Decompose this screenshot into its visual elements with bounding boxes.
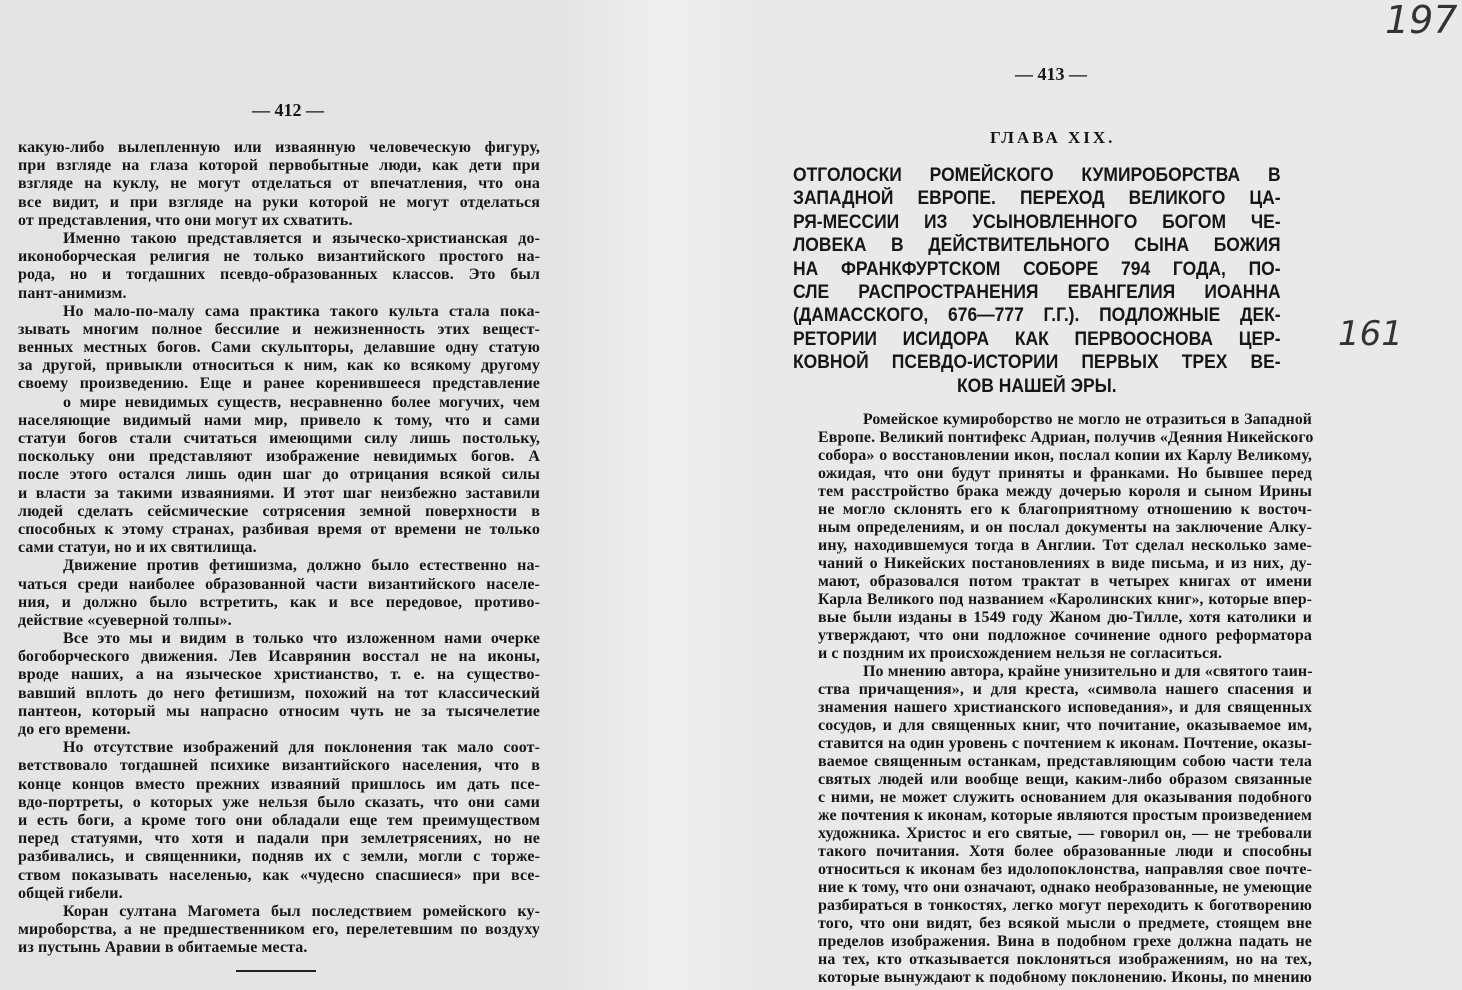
text-line: Именно такою представляется и языческо-христианская до- bbox=[63, 229, 540, 247]
text-line: на тех, кто отказывается поклоняться изображениям, но на тех, bbox=[818, 951, 1312, 968]
text-line: вроде наших, а на языческое христианство, т. е. на существо- bbox=[18, 666, 540, 684]
text-line: ние к тому, что они означают, однако необразованные, не умеющие bbox=[818, 879, 1312, 896]
chapter-title bbox=[793, 164, 1281, 398]
text-line: По мнению автора, крайне унизительно и для «святого таин- bbox=[863, 663, 1313, 680]
text-line: ства причащения», и для креста, «символа нашего спасения и bbox=[818, 681, 1312, 698]
text-line: способных к этому странах, разбивая время от времени не только bbox=[18, 520, 540, 538]
text-line: о мире невидимых существ, несравненно более могучих, чем bbox=[63, 393, 540, 411]
text-line: разбивались, и священники, подняв их с земли, могли с торже- bbox=[18, 848, 540, 866]
chapter-title-line: ОТГОЛОСКИ РОМЕЙСКОГО КУМИРОБОРСТВА В bbox=[793, 165, 1281, 186]
text-line: иконоборческая религия не только византийского простого на- bbox=[18, 248, 540, 266]
text-line: богоборческого движения. Лев Исаврянин восстал не на иконы, bbox=[18, 648, 540, 666]
text-line: ставится на один уровень с почтением к иконам. Почтение, оказы- bbox=[818, 735, 1312, 752]
text-line: конце концов вместо прежних изваяний пришлось им дать псе- bbox=[18, 775, 540, 793]
chapter-title-line: ЗАПАДНОЙ ЕВРОПЕ. ПЕРЕХОД ВЕЛИКОГО ЦА- bbox=[793, 188, 1281, 210]
text-line: того, что они видят, без всякой мысли о предмете, стоящем вне bbox=[818, 915, 1312, 932]
text-line: Коран султана Магомета был последствием ромейского ку- bbox=[63, 902, 540, 920]
text-line: ваемое священным останкам, представляющим собою части тела bbox=[818, 753, 1312, 770]
chapter-title-line: ЛОВЕКА В ДЕЙСТВИТЕЛЬНОГО СЫНА БОЖИЯ bbox=[793, 235, 1281, 257]
text-line: какую-либо вылепленную или изваянную человеческую фигуру, bbox=[18, 139, 540, 156]
text-line: сами статуи, но и их святилища. bbox=[18, 539, 257, 557]
text-line: относиться к иконам без идолопоклонства, направляя свое почте- bbox=[818, 861, 1312, 878]
text-line: ством показывать населенью, как «чудесно спасшиеся» при все- bbox=[18, 866, 540, 884]
text-line: венных местных богов. Сами скульпторы, делавшие одну статую bbox=[18, 339, 540, 357]
handwritten-margin-note: 161 bbox=[1338, 314, 1403, 354]
text-line: при взгляде на глаза которой первобытные люди, как дети при bbox=[18, 157, 540, 175]
chapter-title-line: СЛЕ РАСПРОСТРАНЕНИЯ ЕВАНГЕЛИЯ ИОАННА bbox=[793, 281, 1281, 303]
text-line: Но отсутствие изображений для поклонения так мало соот- bbox=[63, 739, 540, 757]
text-line: тем расстройство брака между дочерью короля и сыном Ирины bbox=[818, 483, 1312, 500]
text-line: Все это мы и видим в только что изложенном нами очерке bbox=[63, 630, 540, 648]
text-line: из пустынь Аравии в обитаемые места. bbox=[18, 939, 308, 957]
text-line: собора» о восстановлении икон, послал копии их Карлу Великому, bbox=[818, 447, 1312, 464]
text-line: которые вынуждают к подобному поклонению. Иконы, по мнению bbox=[818, 969, 1312, 986]
text-line: ния, и должно было встретить, как и все передовое, противо- bbox=[18, 593, 540, 611]
text-line: такого почитания. Хотя более образованные люди и способны bbox=[818, 843, 1312, 860]
text-line: вдо-портреты, о которых уже нельзя было сказать, что они сами bbox=[18, 793, 540, 811]
text-line: и власти за такими изваяниями. И этот шаг неизбежно заставили bbox=[18, 484, 540, 502]
text-line: и с поздним их происхождением нельзя не согласиться. bbox=[818, 645, 1223, 662]
text-line: чаний о Никейских постановлениях в виде письма, и из них, ду- bbox=[818, 555, 1312, 572]
text-line: святых людей или вообще вещи, каким-либо образом связанные bbox=[818, 771, 1312, 788]
chapter-title-line: (ДАМАССКОГО, 676—777 Г.Г.). ПОДЛОЖНЫЕ ДЕК- bbox=[793, 305, 1281, 327]
text-line: все видит, и при взгляде на руки которой не могут отделаться bbox=[18, 193, 540, 211]
text-line: же почтения к иконам, которые являются простым произведением bbox=[818, 807, 1312, 824]
text-line: с ними, не может служить основанием для оказывания подобного bbox=[818, 789, 1312, 806]
right-page-text bbox=[818, 411, 1312, 987]
chapter-title-line: РЕТОРИИ ИСИДОРА КАК ПЕРВООСНОВА ЦЕР- bbox=[793, 328, 1281, 350]
text-line: вые были изданы в 1549 году Жаном дю-Тилле, хотя католики и bbox=[818, 609, 1312, 626]
chapter-title-line: НА ФРАНКФУРТСКОМ СОБОРЕ 794 ГОДА, ПО- bbox=[793, 258, 1281, 280]
right-page-number: — 413 — bbox=[1015, 64, 1087, 84]
text-line: вавший вплоть до него фетишизм, похожий на тот классический bbox=[18, 684, 540, 702]
text-line: ветствовало тогдашней психике византийского населения, что в bbox=[18, 757, 540, 775]
text-line: сосудов, и для священных книг, что почитание, оказываемое им, bbox=[818, 717, 1312, 734]
text-line: ину, находившемуся тогда в Англии. Тот сделал несколько заме- bbox=[818, 537, 1312, 554]
chapter-title-line: КОВНОЙ ПСЕВДО-ИСТОРИИ ПЕРВЫХ ТРЕХ ВЕ- bbox=[793, 352, 1281, 374]
text-line: Движение против фетишизма, должно было естественно на- bbox=[63, 557, 540, 575]
text-line: не могло склонять его к благоприятному отношению к восточ- bbox=[818, 501, 1312, 518]
left-page-number: — 412 — bbox=[252, 100, 324, 120]
text-line: разбираться в тонкостях, легко могут переходить к боготворению bbox=[818, 897, 1312, 914]
text-line: утверждают, что они подложное сочинение одного реформатора bbox=[818, 627, 1312, 644]
book-gutter bbox=[560, 0, 760, 990]
text-line: общей гибели. bbox=[18, 884, 123, 902]
text-line: пант-анимизм. bbox=[18, 284, 127, 302]
text-line: знамения нашего христианского исповедания», и для священных bbox=[818, 699, 1312, 716]
text-line: поскольку они представляют изображение невидимых богов. А bbox=[18, 448, 540, 466]
chapter-title-line: КОВ НАШЕЙ ЭРЫ. bbox=[956, 375, 1117, 397]
text-line: пределов изображения. Вина в подобном грехе должна падать не bbox=[818, 933, 1312, 950]
text-line: действие «суеверной толпы». bbox=[18, 611, 232, 629]
text-line: ожидая, что они будут приняты и франками. Но бывшее перед bbox=[818, 465, 1312, 482]
handwritten-note-top: 197 bbox=[1385, 0, 1458, 42]
left-page-text bbox=[18, 139, 540, 957]
text-line: мают, образовался потом трактат в четырех книгах от имени bbox=[818, 573, 1312, 590]
text-line: Но мало-по-малу сама практика такого культа стала пока- bbox=[63, 302, 540, 320]
text-line: пантеон, который мы напрасно относим чуть не за тысячелетие bbox=[18, 702, 540, 720]
text-line: зывать многим полное бессилие и нежизненность этих вещест- bbox=[18, 320, 540, 338]
chapter-title-line: РЯ-МЕССИИ ИЗ УСЫНОВЛЕННОГО БОГОМ ЧЕ- bbox=[793, 211, 1281, 233]
text-line: перед статуями, что хотя и падали при землетрясениях, но не bbox=[18, 830, 540, 848]
text-line: Европе. Великий понтифекс Адриан, получив «Деяния Никейского bbox=[818, 429, 1314, 446]
text-line: ным определениям, и он послал документы на заключение Алку- bbox=[818, 519, 1312, 536]
text-line: после этого остался лишь один шаг до отрицания всякой силы bbox=[18, 466, 540, 484]
chapter-heading: ГЛАВА XIX. bbox=[990, 128, 1116, 147]
text-line: от представления, что они могут их схватить. bbox=[18, 211, 353, 229]
text-line: статуи богов стали считаться имеющими силу лишь постольку, bbox=[18, 430, 540, 447]
text-line: своему произведению. Еще и ранее коренившееся представление bbox=[18, 375, 540, 393]
text-line: за другой, привыкли относиться к ним, как ко всякому другому bbox=[18, 357, 540, 375]
text-line: рода, но и тогдашних псевдо-образованных классов. Это был bbox=[18, 266, 540, 284]
text-line: художника. Христос и его святые, — говорил он, — не требовали bbox=[818, 825, 1312, 842]
text-line: взгляде на куклу, не могут отделаться от впечатления, что она bbox=[18, 175, 540, 193]
end-rule bbox=[236, 970, 316, 972]
text-line: и есть боги, а кроме того они обладали еще тем преимуществом bbox=[18, 811, 540, 829]
text-line: чаться среди наиболее образованной части византийского населе- bbox=[18, 575, 540, 593]
text-line: мироборства, а не предшественником его, перелетевшим по воздуху bbox=[18, 921, 540, 939]
text-line: населяющие видимый нами мир, привело к тому, что и сами bbox=[18, 411, 540, 429]
text-line: до его времени. bbox=[18, 721, 131, 738]
text-line: Ромейское кумироборство не могло не отразиться в Западной bbox=[863, 411, 1312, 428]
text-line: людей сделать сейсмические сотрясения земной поверхности в bbox=[18, 502, 540, 520]
text-line: Карла Великого под названием «Каролинских книг», которые впер- bbox=[818, 591, 1312, 608]
